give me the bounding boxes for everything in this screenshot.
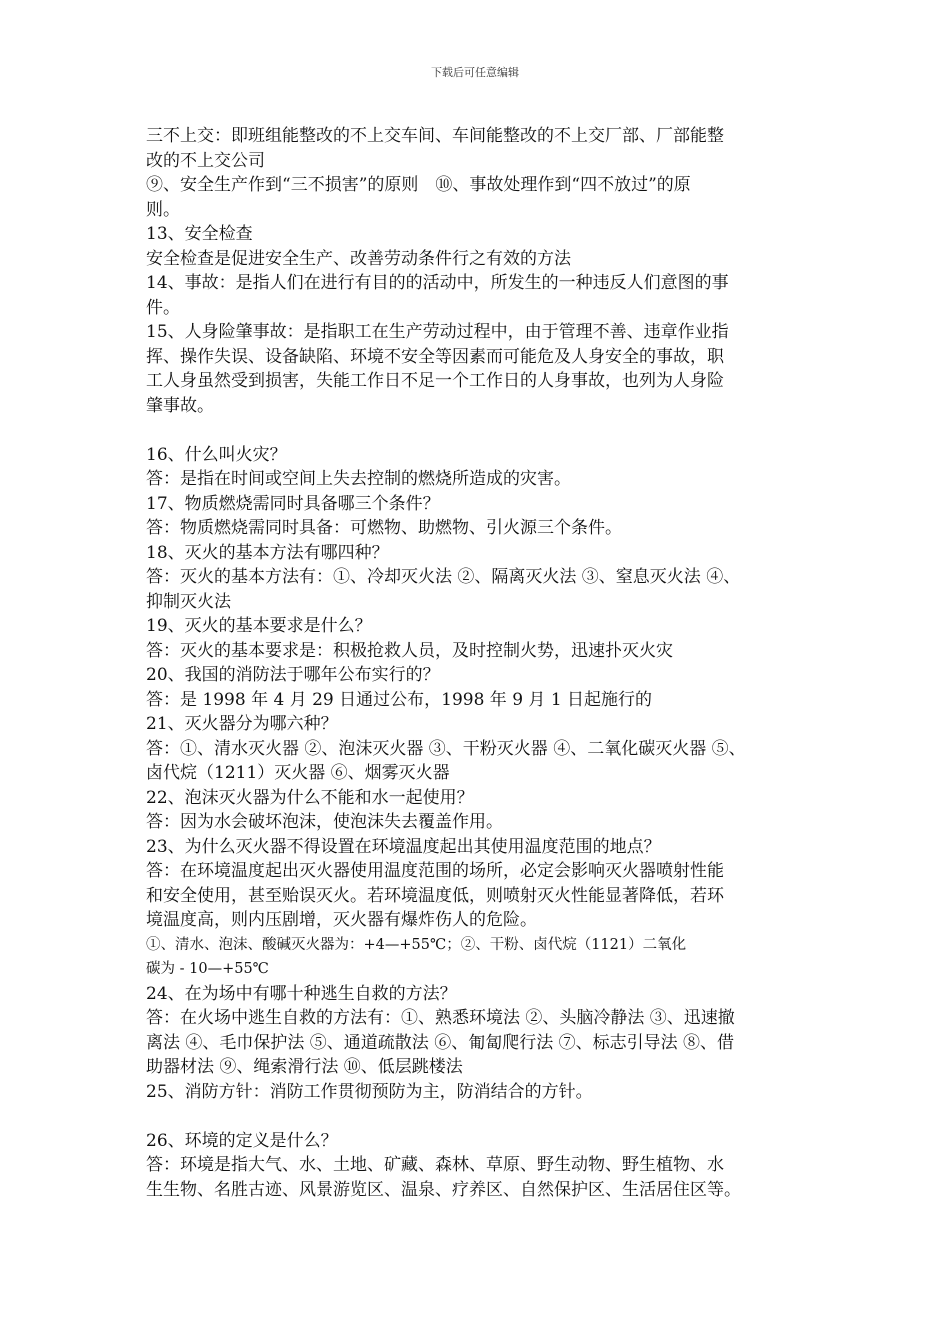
text-line: 16、什么叫火灾？ — [146, 444, 287, 465]
text-line: 生生物、名胜古迹、风景游览区、温泉、疗养区、自然保护区、生活居住区等。 — [146, 1179, 741, 1200]
text-line: 14、事故：是指人们在进行有目的的活动中，所发生的一种违反人们意图的事 — [146, 273, 729, 293]
text-line: 答：是指在时间或空间上失去控制的燃烧所造成的灾害。 — [146, 469, 571, 489]
document-body — [146, 124, 822, 1202]
text-line: 答：环境是指大气、水、土地、矿藏、森林、草原、野生动物、野生植物、水 — [146, 1155, 724, 1175]
text-line: 13、安全检查 — [146, 224, 253, 244]
text-line: 工人身虽然受到损害，失能工作日不足一个工作日的人身事故，也列为人身险 — [146, 371, 724, 391]
text-line: 17、物质燃烧需同时具备哪三个条件？ — [146, 493, 440, 514]
text-line: 和安全使用，甚至贻误灭火。若环境温度低，则喷射灭火性能显著降低，若环 — [146, 885, 724, 906]
text-line: 境温度高，则内压剧增，灭火器有爆炸伤人的危险。 — [146, 910, 537, 930]
text-line: 答：在火场中逃生自救的方法有：①、熟悉环境法 ②、头脑冷静法 ③、迅速撤 — [146, 1008, 735, 1028]
text-line: 22、泡沫灭火器为什么不能和水一起使用？ — [146, 787, 474, 808]
text-line: 18、灭火的基本方法有哪四种？ — [146, 542, 389, 563]
text-line: 26、环境的定义是什么？ — [146, 1130, 338, 1151]
text-line: 答：①、清水灭火器 ②、泡沫灭火器 ③、干粉灭火器 ④、二氧化碳灭火器 ⑤、 — [146, 738, 746, 759]
blank-line — [146, 1104, 822, 1129]
text-line: 答：物质燃烧需同时具备：可燃物、助燃物、引火源三个条件。 — [146, 518, 622, 538]
text-line: 21、灭火器分为哪六种？ — [146, 714, 338, 734]
text-line: 则。 — [146, 199, 180, 220]
text-line: 19、灭火的基本要求是什么？ — [146, 616, 372, 636]
text-line: 15、人身险肇事故：是指职工在生产劳动过程中，由于管理不善、违章作业指 — [146, 322, 729, 342]
text-line: 答：因为水会破坏泡沫，使泡沫失去覆盖作用。 — [146, 812, 503, 832]
blank-line — [146, 418, 822, 443]
page-header: 下载后可任意编辑 — [431, 66, 519, 79]
text-line: 23、为什么灭火器不得设置在环境温度起出其使用温度范围的地点？ — [146, 836, 661, 857]
text-line: 肇事故。 — [146, 395, 214, 416]
text-line: 三不上交：即班组能整改的不上交车间、车间能整改的不上交厂部、厂部能整 — [146, 126, 724, 146]
text-line: 24、在为场中有哪十种逃生自救的方法？ — [146, 983, 457, 1004]
text-line: 25、消防方针：消防工作贯彻预防为主，防消结合的方针。 — [146, 1081, 593, 1102]
text-line: 碳为 - 10—+55℃ — [146, 961, 269, 977]
text-line: 安全检查是促进安全生产、改善劳动条件行之有效的方法 — [146, 248, 571, 269]
text-line: 助器材法 ⑨、绳索滑行法 ⑩、低层跳楼法 — [146, 1057, 463, 1077]
text-line: 挥、操作失误、设备缺陷、环境不安全等因素而可能危及人身安全的事故，职 — [146, 346, 724, 367]
text-line: 离法 ④、毛巾保护法 ⑤、通道疏散法 ⑥、匍匐爬行法 ⑦、标志引导法 ⑧、借 — [146, 1032, 735, 1053]
text-line: 答：是 1998 年 4 月 29 日通过公布，1998 年 9 月 1 日起施行的 — [146, 689, 653, 710]
text-line: ⑨、安全生产作到“三不损害”的原则 ⑩、事故处理作到“四不放过”的原 — [146, 175, 691, 195]
text-line: 件。 — [146, 297, 180, 318]
text-line: 卤代烷（1211）灭火器 ⑥、烟雾灭火器 — [146, 763, 450, 783]
text-line: 答：灭火的基本要求是：积极抢救人员，及时控制火势，迅速扑灭火灾 — [146, 640, 673, 661]
text-line: 改的不上交公司 — [146, 150, 265, 171]
text-line: 抑制灭火法 — [146, 591, 231, 612]
text-line: ①、清水、泡沫、酸碱灭火器为：+4—+55℃；②、干粉、卤代烷（1121）二氧化 — [146, 936, 687, 953]
text-line: 答：灭火的基本方法有：①、冷却灭火法 ②、隔离灭火法 ③、窒息灭火法 ④、 — [146, 567, 741, 587]
text-line: 20、我国的消防法于哪年公布实行的？ — [146, 665, 440, 685]
text-line: 答：在环境温度起出灭火器使用温度范围的场所，必定会影响灭火器喷射性能 — [146, 861, 724, 881]
